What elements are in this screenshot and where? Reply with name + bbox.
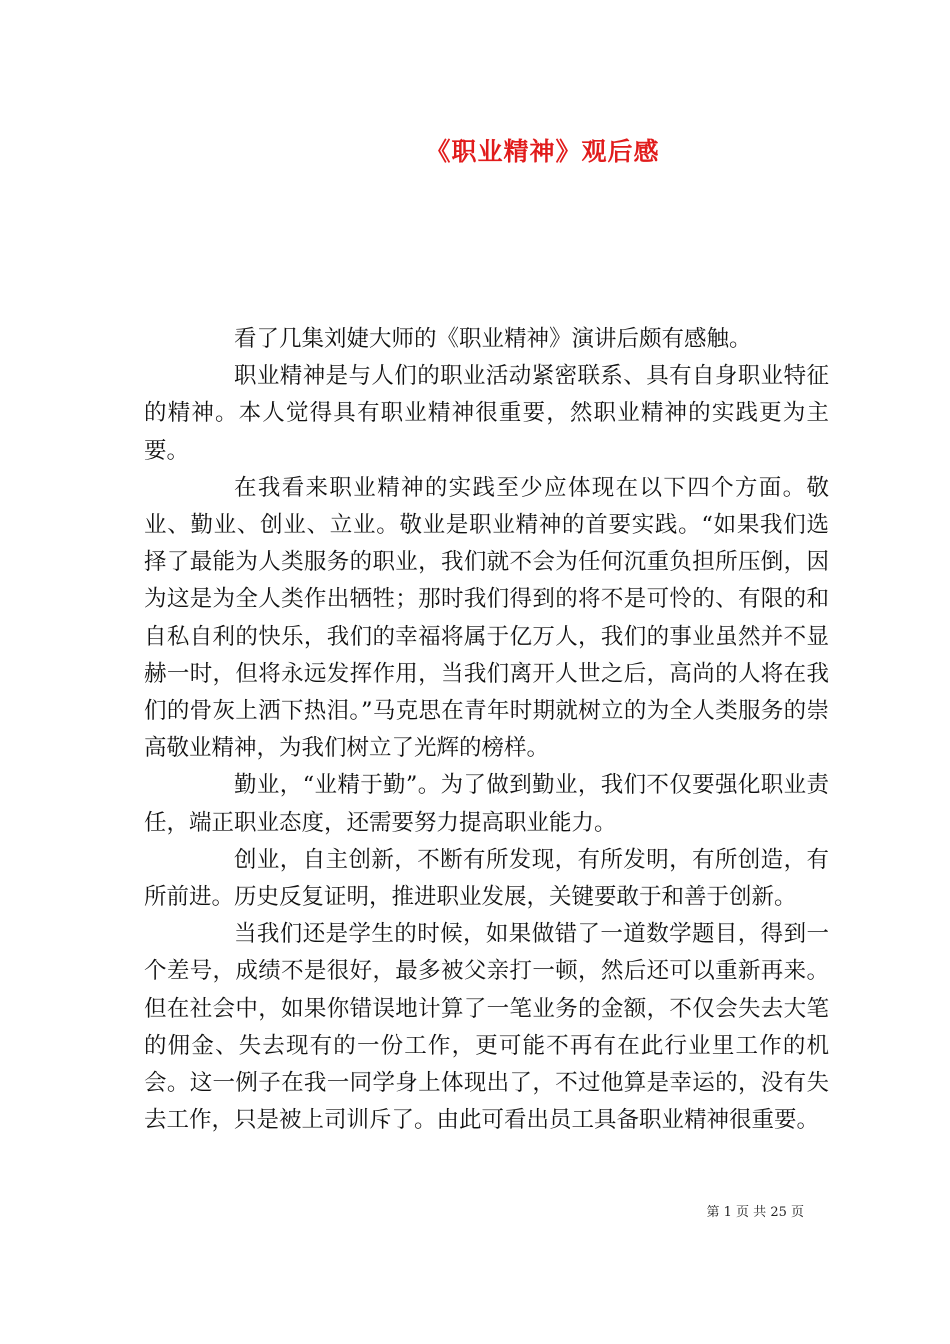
paragraph-innovation: 创业，自主创新，不断有所发现，有所发明，有所创造，有所前进。历史反复证明，推进职业发展，关键要敢于和善于创新。	[144, 846, 829, 911]
page-number: 第 1 页 共 25 页	[706, 1205, 804, 1220]
paragraph-definition: 职业精神是与人们的职业活动紧密联系、具有自身职业特征的精神。本人觉得具有职业精神很重要，然职业精神的实践更为主要。	[144, 363, 829, 464]
document-title: 《职业精神》观后感	[425, 137, 660, 166]
paragraph-diligence: 勤业，“业精于勤”。为了做到勤业，我们不仅要强化职业责任，端正职业态度，还需要努力提高职业能力。	[144, 772, 829, 836]
paragraph-intro: 看了几集刘婕大师的《职业精神》演讲后颇有感触。	[234, 326, 752, 352]
document-body	[144, 321, 829, 1139]
paragraph-four-aspects: 在我看来职业精神的实践至少应体现在以下四个方面。敬业、勤业、创业、立业。敬业是职业精神的首要实践。“如果我们选择了最能为人类服务的职业，我们就不会为任何沉重负担所压倒，因为这是为全人类作出牺牲；那时我们得到的将不是可怜的、有限的和自私自利的快乐，我们的幸福将属于亿万人，我们的事业虽然并不显赫一时，但将永远发挥作用，当我们离开人世之后，高尚的人将在我们的骨灰上洒下热泪。”马克思在青年时期就树立的为全人类服务的崇高敬业精神，为我们树立了光辉的榜样。	[144, 474, 829, 762]
paragraph-example: 当我们还是学生的时候，如果做错了一道数学题目，得到一个差号，成绩不是很好，最多被父亲打一顿，然后还可以重新再来。但在社会中，如果你错误地计算了一笔业务的金额，不仅会失去大笔的佣金、失去现有的一份工作，更可能不再有在此行业里工作的机会。这一例子在我一同学身上体现出了，不过他算是幸运的，没有失去工作，只是被上司训斥了。由此可看出员工具备职业精神很重要。	[144, 921, 829, 1134]
